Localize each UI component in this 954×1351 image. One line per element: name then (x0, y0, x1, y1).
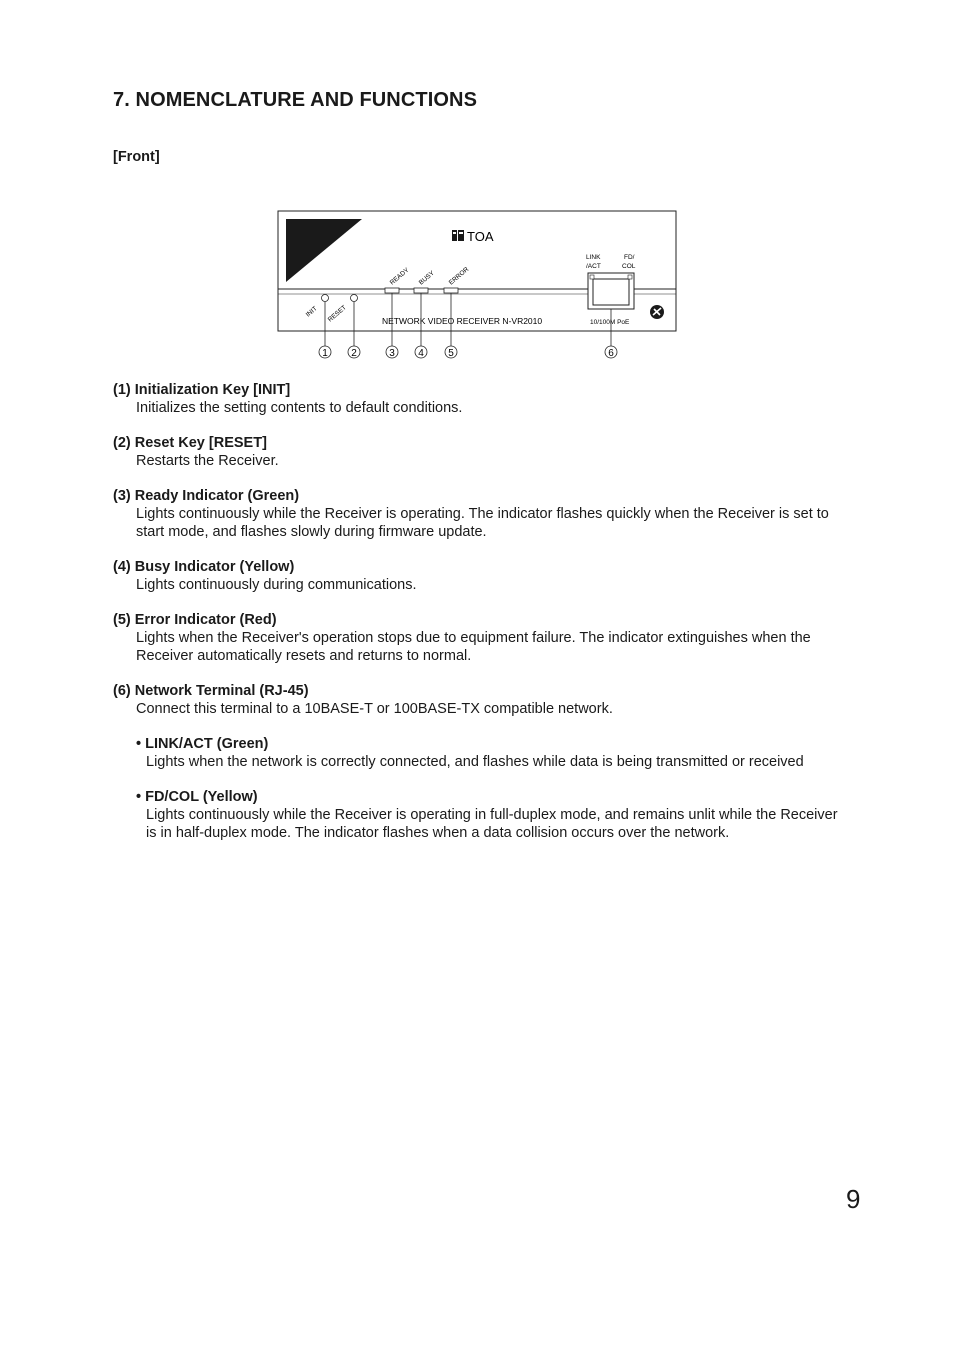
callout-1 (319, 346, 331, 359)
item-description: Lights when the Receiver's operation stops due to equipment failure. The indicator extinguishes when the Receiver automatically resets and returns to normal. (136, 630, 811, 664)
callout-1-number: 1 (322, 348, 328, 359)
init-key (322, 295, 329, 302)
callout-2-number: 2 (351, 348, 357, 359)
item-title: (4) Busy Indicator (Yellow) (113, 559, 295, 575)
bullet-description: Lights continuously while the Receiver is operating in full-duplex mode, and remains unlit while the Receiver is in half-duplex mode. The indicator flashes when a data collision occurs over the network. (146, 807, 838, 841)
error-led (444, 288, 458, 293)
rj45-port (593, 279, 629, 305)
item-title: (3) Ready Indicator (Green) (113, 488, 300, 504)
bullet-description: Lights when the network is correctly connected, and flashes while data is being transmitted or received (146, 754, 804, 770)
item-description: Lights continuously during communications. (136, 577, 417, 593)
link-act-led (590, 275, 594, 279)
function-list (113, 381, 848, 859)
callout-4 (415, 346, 427, 359)
callout-3-number: 3 (389, 348, 395, 359)
item-description: Connect this terminal to a 10BASE-T or 100BASE-TX compatible network. (136, 701, 613, 717)
item-title: (1) Initialization Key [INIT] (113, 382, 291, 398)
label-link-act-line1: LINK (586, 254, 601, 261)
list-item (113, 434, 848, 470)
bullet-title: • FD/COL (Yellow) (136, 789, 258, 805)
callout-5 (445, 346, 457, 359)
label-fd-col-line2: COL (622, 263, 636, 270)
label-reset: RESET (326, 304, 348, 324)
list-item (113, 558, 848, 594)
ready-led (385, 288, 399, 293)
model-text: NETWORK VIDEO RECEIVER N-VR2010 (382, 316, 543, 326)
label-ready: READY (388, 266, 411, 287)
callout-2 (348, 346, 360, 359)
item-title: (5) Error Indicator (Red) (113, 612, 277, 628)
label-link-act-line2: /ACT (586, 263, 601, 270)
power-symbol-icon (650, 305, 664, 319)
reset-key (351, 295, 358, 302)
front-panel-diagram (272, 205, 682, 365)
label-init: INIT (304, 305, 319, 319)
toa-logo-icon (452, 230, 464, 241)
list-item (113, 487, 848, 541)
item-title: (6) Network Terminal (RJ-45) (113, 683, 309, 699)
label-fd-col-line1: FD/ (624, 254, 635, 261)
fd-col-led (628, 275, 632, 279)
callout-6 (605, 346, 617, 359)
callout-4-number: 4 (418, 348, 424, 359)
bullet-item-fd-col (136, 788, 848, 842)
bullet-item-link-act (136, 735, 848, 771)
label-error: ERROR (447, 266, 471, 287)
front-subheading: [Front] (113, 149, 160, 165)
item-title: (2) Reset Key [RESET] (113, 435, 267, 451)
callout-3 (386, 346, 398, 359)
callout-6-number: 6 (608, 348, 614, 359)
busy-led (414, 288, 428, 293)
page-number: 9 (846, 1184, 861, 1214)
brand-text: TOA (467, 229, 494, 244)
item-description: Lights continuously while the Receiver is operating. The indicator flashes quickly when the Receiver is set to start mode, and flashes slowly during firmware update. (136, 506, 829, 540)
item-description: Restarts the Receiver. (136, 453, 279, 469)
label-busy: BUSY (417, 269, 436, 287)
item-description: Initializes the setting contents to default conditions. (136, 400, 463, 416)
bullet-title: • LINK/ACT (Green) (136, 736, 269, 752)
list-item (113, 611, 848, 665)
callout-5-number: 5 (448, 348, 454, 359)
list-item (113, 381, 848, 417)
section-title: 7. NOMENCLATURE AND FUNCTIONS (113, 89, 478, 111)
label-poe: 10/100M PoE (590, 319, 630, 326)
list-item (113, 682, 848, 718)
